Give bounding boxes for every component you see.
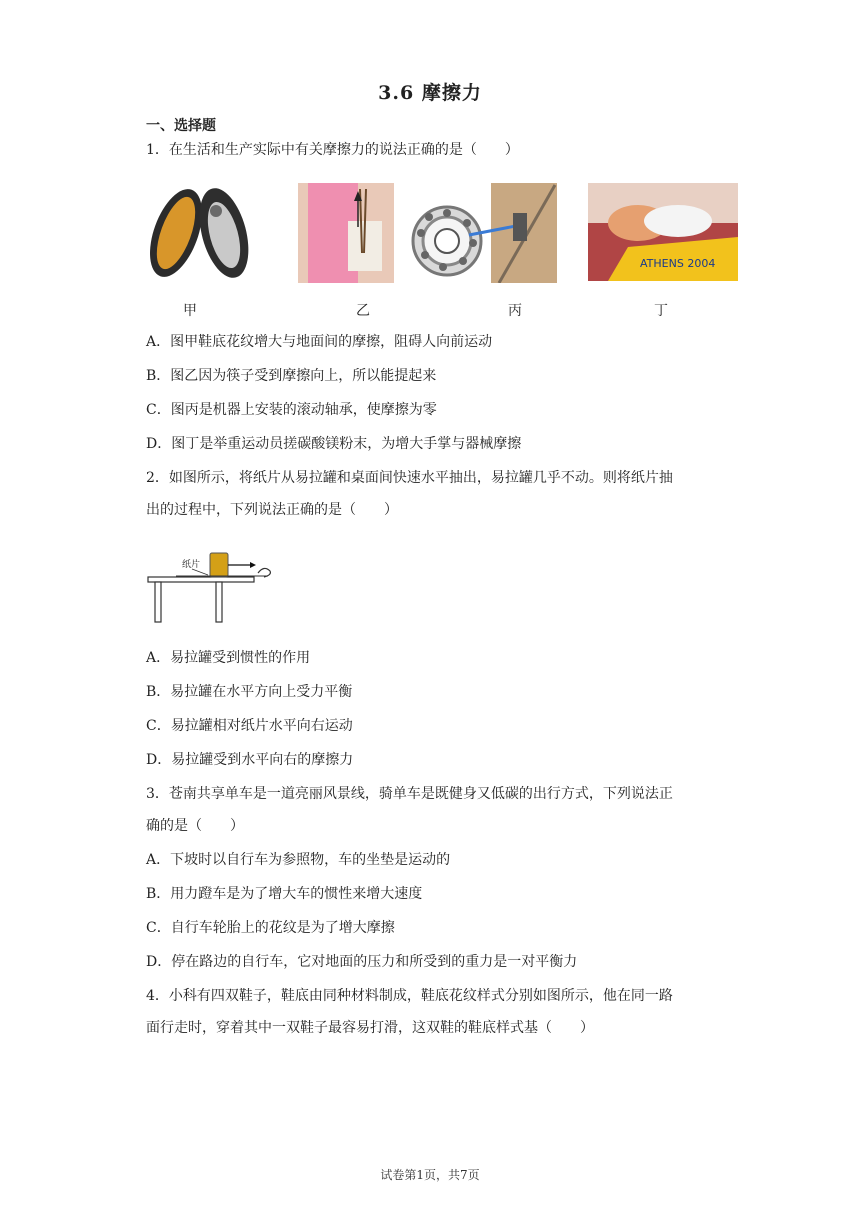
can-paper-table-figure xyxy=(146,545,276,625)
chalk-hands-image xyxy=(588,183,738,281)
question-2-stem-line-1: 2．如图所示，将纸片从易拉罐和桌面间快速水平抽出，易拉罐几乎不动。则将纸片抽 xyxy=(146,470,673,486)
question-2-stem-line-2: 出的过程中，下列说法正确的是（ ） xyxy=(146,502,398,518)
image-label-yi: 乙 xyxy=(356,303,370,319)
image-label-ding: 丁 xyxy=(654,303,668,319)
question-2-option-d: D．易拉罐受到水平向右的摩擦力 xyxy=(146,752,354,768)
question-4-stem-line-1: 4．小科有四双鞋子，鞋底由同种材料制成，鞋底花纹样式分别如图所示，他在同一路 xyxy=(146,988,673,1004)
image-label-bing: 丙 xyxy=(508,303,522,319)
section-heading: 一、选择题 xyxy=(146,118,216,134)
question-1-option-c: C．图丙是机器上安装的滚动轴承，使摩擦为零 xyxy=(146,402,437,418)
question-3-option-a: A．下坡时以自行车为参照物，车的坐垫是运动的 xyxy=(146,852,451,868)
question-4-stem-line-2: 面行走时，穿着其中一双鞋子最容易打滑，这双鞋的鞋底样式基（ ） xyxy=(146,1020,594,1036)
question-3-option-c: C．自行车轮胎上的花纹是为了增大摩擦 xyxy=(146,920,395,936)
page-footer: 试卷第1页，共7页 xyxy=(380,1168,480,1182)
image-label-jia: 甲 xyxy=(183,303,197,319)
ball-bearing-image xyxy=(409,183,559,283)
question-1-option-d: D．图丁是举重运动员搓碳酸镁粉末，为增大手掌与器械摩擦 xyxy=(146,436,522,452)
question-2-option-a: A．易拉罐受到惯性的作用 xyxy=(146,650,311,666)
question-3-stem-line-2: 确的是（ ） xyxy=(146,818,244,834)
paper-label: 纸片 xyxy=(182,560,201,570)
question-1-option-a: A．图甲鞋底花纹增大与地面间的摩擦，阻碍人向前运动 xyxy=(146,334,493,350)
question-1-stem: 1．在生活和生产实际中有关摩擦力的说法正确的是（ ） xyxy=(146,142,519,158)
question-3-option-b: B．用力蹬车是为了增大车的惯性来增大速度 xyxy=(146,886,423,902)
athens-banner-text: ATHENS 2004 xyxy=(640,257,716,270)
shoe-soles-image xyxy=(146,183,258,283)
question-2-option-c: C．易拉罐相对纸片水平向右运动 xyxy=(146,718,353,734)
question-3-stem-line-1: 3．苍南共享单车是一道亮丽风景线，骑单车是既健身又低碳的出行方式，下列说法正 xyxy=(146,786,673,802)
question-2-option-b: B．易拉罐在水平方向上受力平衡 xyxy=(146,684,353,700)
page-title: 3.6 摩擦力 xyxy=(378,82,482,104)
chopsticks-cup-image xyxy=(298,183,394,283)
question-1-images xyxy=(146,183,746,283)
question-3-option-d: D．停在路边的自行车，它对地面的压力和所受到的重力是一对平衡力 xyxy=(146,954,578,970)
question-1-option-b: B．图乙因为筷子受到摩擦向上，所以能提起来 xyxy=(146,368,437,384)
